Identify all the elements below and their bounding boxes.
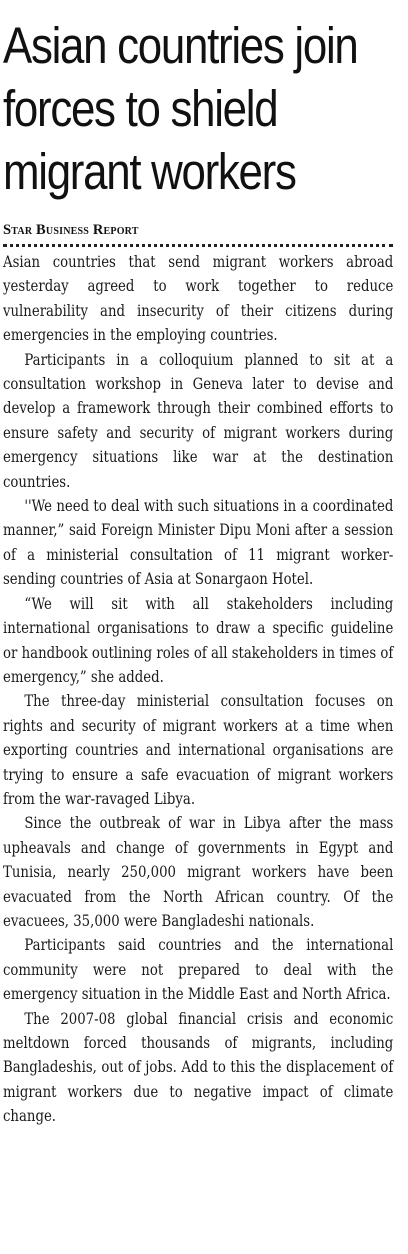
- article-paragraph-8: The 2007-08 global financial crisis and economic meltdown forced thousands of migrants, including Bangladeshis, out of jobs. Add to this the displacement of migrant workers due to negative impact of climate change.: [3, 1008, 394, 1126]
- article-paragraph-1: Asian countries that send migrant workers abroad yesterday agreed to work together to reduce vulnerability and insecurity of their citizens during emergencies in the employing countries.: [3, 252, 394, 345]
- dotted-divider: [3, 244, 393, 247]
- article-paragraph-2: Participants in a colloquium planned to sit at a consultation workshop in Geneva later to devise and develop a framework through their combined efforts to ensure safety and security of migrant workers during emergency situations like war at the destination countries.: [3, 349, 394, 491]
- article-paragraph-5: The three-day ministerial consultation focuses on rights and security of migrant workers at a time when exporting countries and international organisations are trying to ensure a safe evacuation of migrant workers from the war-ravaged Libya.: [3, 691, 394, 808]
- news-article: [3, 14, 393, 1129]
- article-headline: Asian countries join forces to shield migrant workers: [3, 17, 358, 200]
- article-body: [3, 250, 393, 1129]
- article-byline: Star Business Report: [3, 222, 139, 238]
- article-paragraph-6: Since the outbreak of war in Libya after the mass upheavals and change of governments in Egypt and Tunisia, nearly 250,000 migrant workers have been evacuated from the North African country. Of the evacuees, 35,000 were Bangladeshi nationals.: [3, 813, 394, 930]
- article-paragraph-4: “We will sit with all stakeholders including international organisations to draw a specific guideline or handbook outlining roles of all stakeholders in times of emergency,” she added.: [3, 593, 394, 686]
- article-paragraph-7: Participants said countries and the international community were not prepared to deal with the emergency situation in the Middle East and North Africa.: [3, 935, 394, 1004]
- article-paragraph-3: ''We need to deal with such situations in a coordinated manner,” said Foreign Minister Dipu Moni after a session of a ministerial consultation of 11 migrant worker-sending countries of Asia at Sonargaon Hotel.: [3, 496, 394, 589]
